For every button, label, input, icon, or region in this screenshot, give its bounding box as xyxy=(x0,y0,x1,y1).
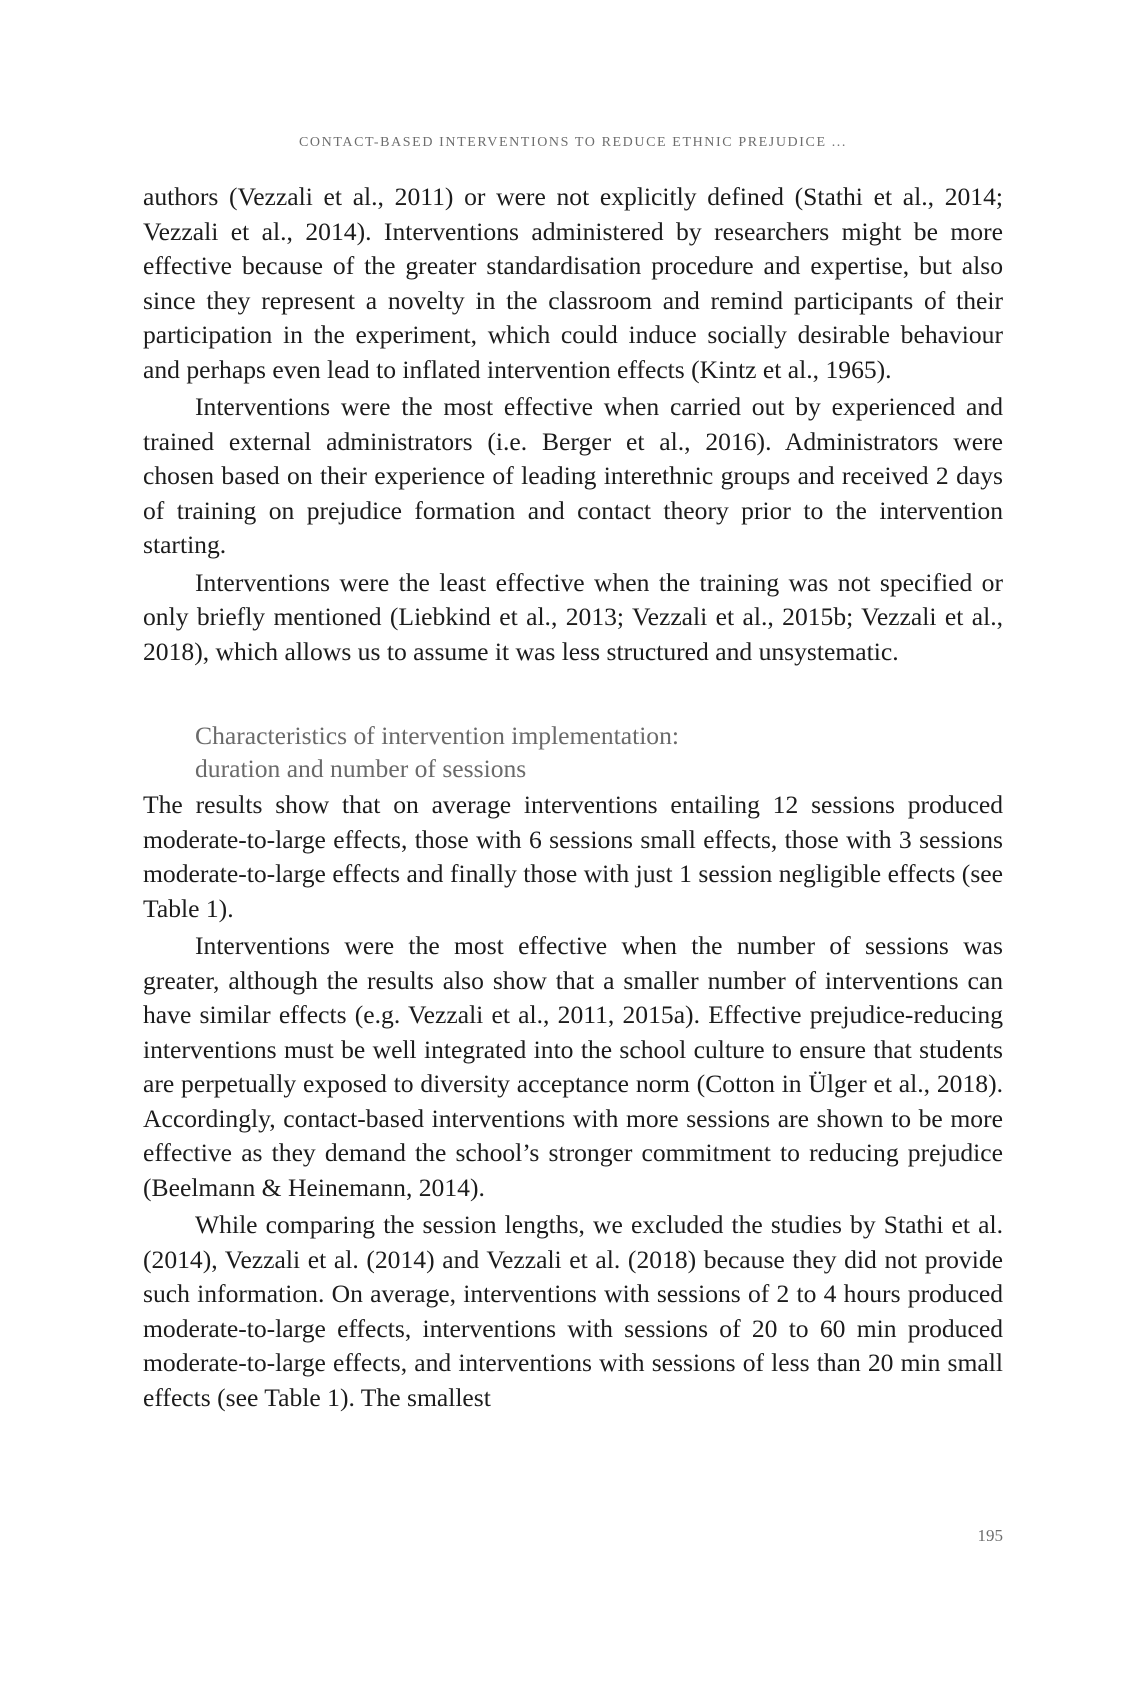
section-heading-line-2: duration and number of sessions xyxy=(195,754,527,783)
paragraph: Interventions were the least effective when the training was not specified or only briefly mentioned (Liebkind et al., 2013; Vezzali et al., 2015b; Vezzali et al., 2018), which allows us to assume it was less structured and unsystematic. xyxy=(143,567,1003,666)
paragraph: While comparing the session lengths, we excluded the studies by Stathi et al. (2014), Vezzali et al. (2014) and Vezzali et al. (2018) because they did not provide such information. On average, interventions with sessions of 2 to 4 hours produced moderate-to-large effects, interventions with sessions of 20 to 60 min produced moderate-to-large effects, and interventions with sessions of less than 20 min small effects (see Table 1). The smallest xyxy=(143,1210,1003,1412)
paragraph: authors (Vezzali et al., 2011) or were not explicitly defined (Stathi et al., 2014; Vezzali et al., 2014). Interventions administered by researchers might be more effective because of the greater standardisation procedure and expertise, but also since they represent a novelty in the classroom and remind participants of their participation in the experiment, which could induce socially desirable behaviour and perhaps even lead to inflated intervention effects (Kintz et al., 1965). xyxy=(143,182,1003,384)
running-header: CONTACT-BASED INTERVENTIONS TO REDUCE ETHNIC PREJUDICE ... xyxy=(298,135,848,150)
paragraph: The results show that on average interventions entailing 12 sessions produced moderate-to-large effects, those with 6 sessions small effects, those with 3 sessions moderate-to-large effects and finally those with just 1 session negligible effects (see Table 1). xyxy=(143,790,1003,923)
paragraph: Interventions were the most effective when carried out by experienced and trained external administrators (i.e. Berger et al., 2016). Administrators were chosen based on their experience of leading interethnic groups and received 2 days of training on prejudice formation and contact theory prior to the intervention starting. xyxy=(143,392,1003,559)
page-number: 195 xyxy=(977,1526,1003,1545)
body-text xyxy=(143,180,1003,1415)
paragraph: Interventions were the most effective when the number of sessions was greater, although the results also show that a smaller number of interventions can have similar effects (e.g. Vezzali et al., 2011, 2015a). Effective prejudice-reducing interventions must be well integrated into the school culture to ensure that students are perpetually exposed to diversity acceptance norm (Cotton in Ülger et al., 2018). Accordingly, contact-based interventions with more sessions are shown to be more effective as they demand the school’s stronger commitment to reducing prejudice (Beelmann & Heinemann, 2014). xyxy=(143,931,1003,1202)
section-heading xyxy=(195,719,1003,785)
section-heading-line-1: Characteristics of intervention implementation: xyxy=(195,721,680,750)
